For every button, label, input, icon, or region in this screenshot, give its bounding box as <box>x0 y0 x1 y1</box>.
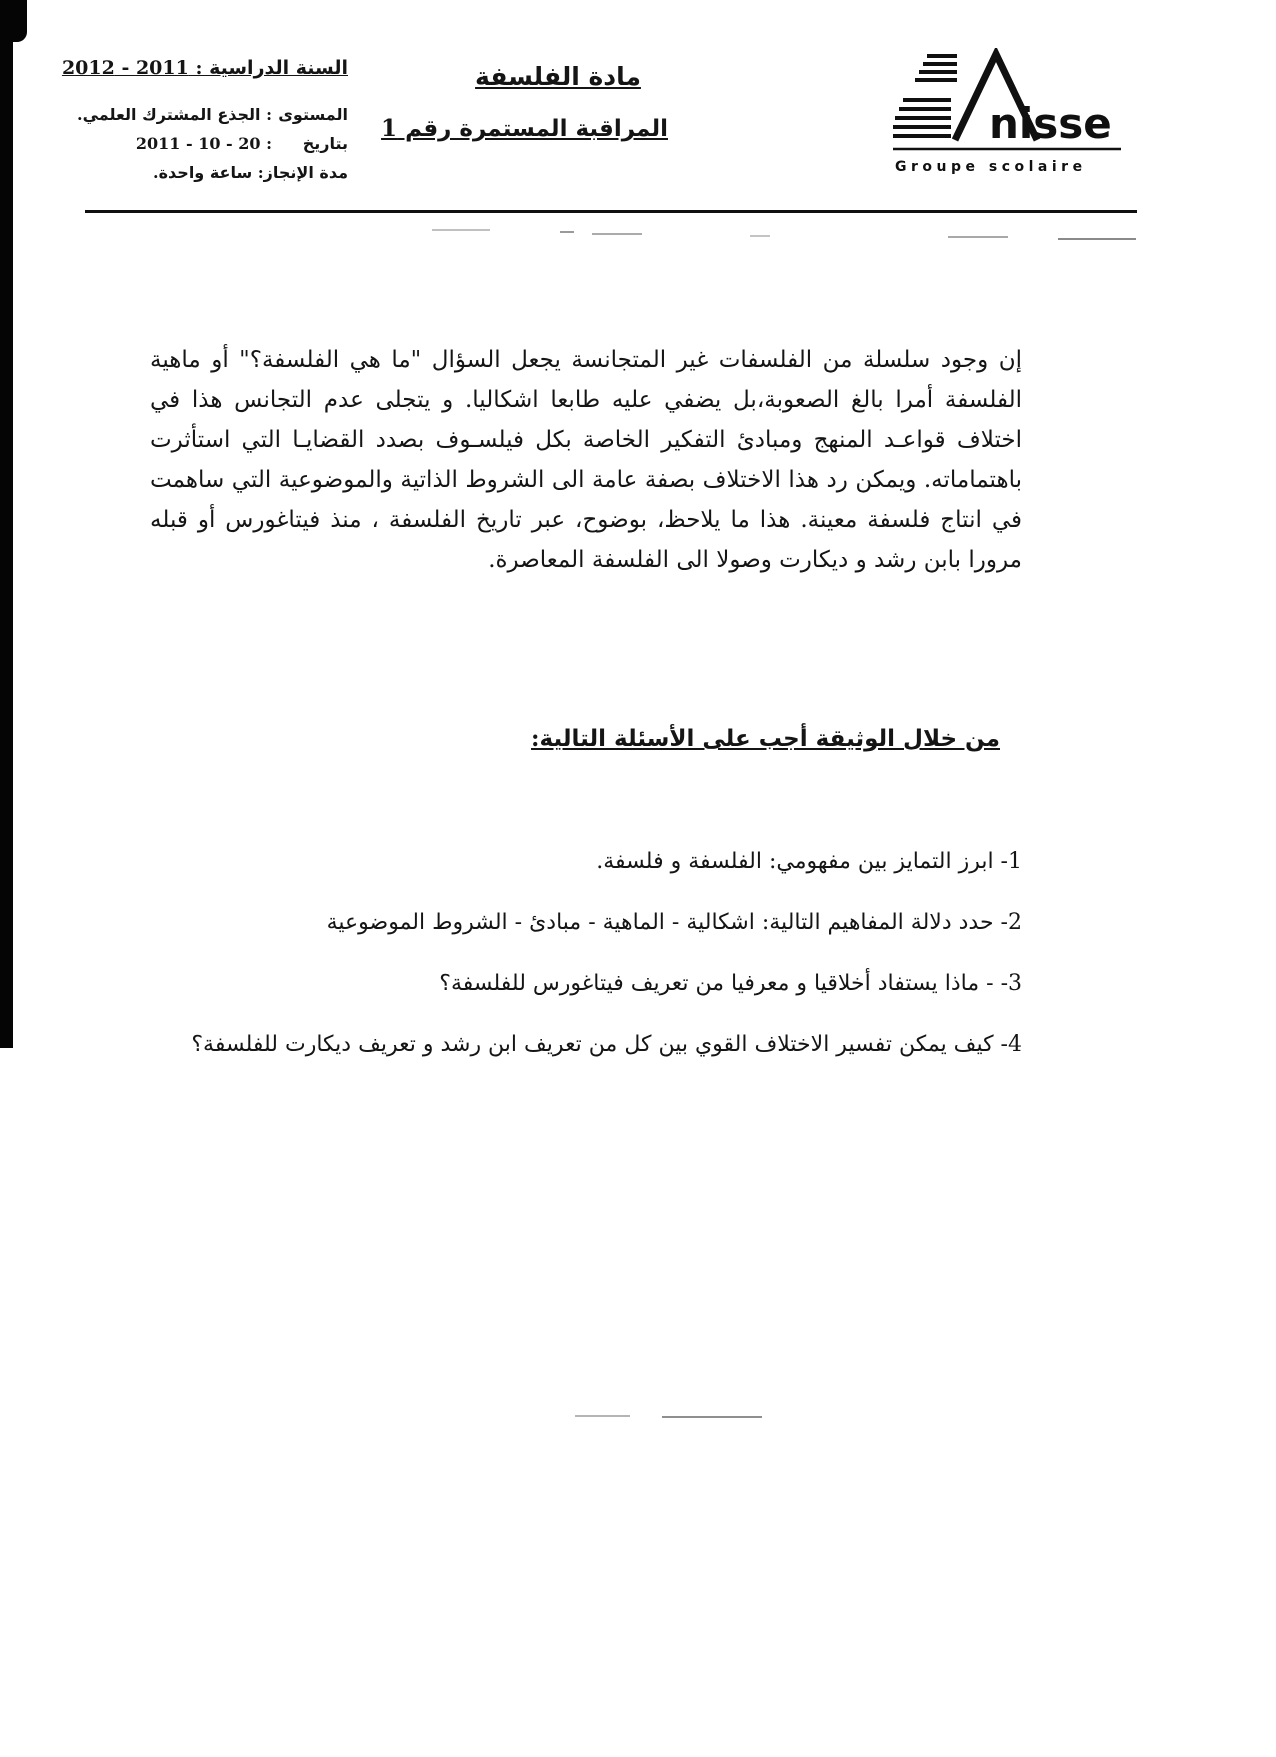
level-value: : الجذع المشترك العلمي. <box>77 105 272 124</box>
scan-artifact-dash <box>1058 238 1136 240</box>
header-divider <box>85 210 1137 213</box>
scan-artifact-left-edge <box>0 0 13 1048</box>
scan-artifact-dash <box>662 1416 762 1418</box>
subject-title: مادة الفلسفة <box>475 62 641 91</box>
level-row <box>77 105 348 124</box>
school-logo-graphic <box>893 48 1123 183</box>
philosophy-text-paragraph: إن وجود سلسلة من الفلسفات غير المتجانسة يجعل السؤال "ما هي الفلسفة؟" أو ماهية الفلسفة أمرا بالغ الصعوبة،بل يضفي عليه طابعا اشكاليا. و يتجلى عدم التجانس هذا في اختلاف قواعـد المنهج ومبادئ التفكير الخاصة بكل فيلسـوف بصدد القضايـا التي استأثرت باهتماماته. ويمكن رد هذا الاختلاف بصفة عامة الى الشروط الذاتية والموضوعية التي ساهمت في انتاج فلسفة معينة. هذا ما يلاحظ، بوضوح، عبر تاريخ الفلسفة ، منذ فيتاغورس أو قبله مرورا بابن رشد و ديكارت وصولا الى الفلسفة المعاصرة. <box>150 347 1022 573</box>
scan-artifact-dash <box>575 1415 630 1417</box>
title-block <box>381 62 668 142</box>
logo-name: nisse <box>989 99 1112 148</box>
questions-list <box>150 842 1022 1065</box>
question-4: 4- كيف يمكن تفسير الاختلاف القوي بين كل من تعريف ابن رشد و تعريف ديكارت للفلسفة؟ <box>191 1032 1022 1057</box>
question-3: 3- - ماذا يستفاد أخلاقيا و معرفيا من تعريف فيتاغورس للفلسفة؟ <box>439 971 1022 996</box>
question-1: 1- ابرز التمايز بين مفهومي: الفلسفة و فلسفة. <box>596 849 1022 874</box>
date-value: : 20 - 10 - 2011 <box>135 134 272 153</box>
scan-artifact-dash <box>948 236 1008 238</box>
scan-artifact-dash <box>750 235 770 237</box>
academic-year: السنة الدراسية : 2011 - 2012 <box>61 57 348 79</box>
document-content <box>150 340 1022 1086</box>
exam-info-block <box>61 57 348 182</box>
level-label: المستوى <box>278 105 348 124</box>
scan-artifact-dash <box>560 231 574 233</box>
scan-artifact-dash <box>432 229 490 231</box>
date-label: بتاريخ <box>302 134 348 153</box>
school-logo <box>893 48 1123 183</box>
logo-subtitle: Groupe scolaire <box>895 159 1087 175</box>
duration-line: مدة الإنجاز: ساعة واحدة. <box>153 163 348 182</box>
scan-artifact-dash <box>592 233 642 235</box>
exam-title: المراقبة المستمرة رقم 1 <box>381 115 668 142</box>
questions-heading: من خلال الوثيقة أجب على الأسئلة التالية: <box>531 725 1000 752</box>
date-row <box>88 134 348 153</box>
question-2: 2- حدد دلالة المفاهيم التالية: اشكالية - الماهية - مبادئ - الشروط الموضوعية <box>326 910 1022 935</box>
logo-speed-lines-icon <box>893 56 957 136</box>
